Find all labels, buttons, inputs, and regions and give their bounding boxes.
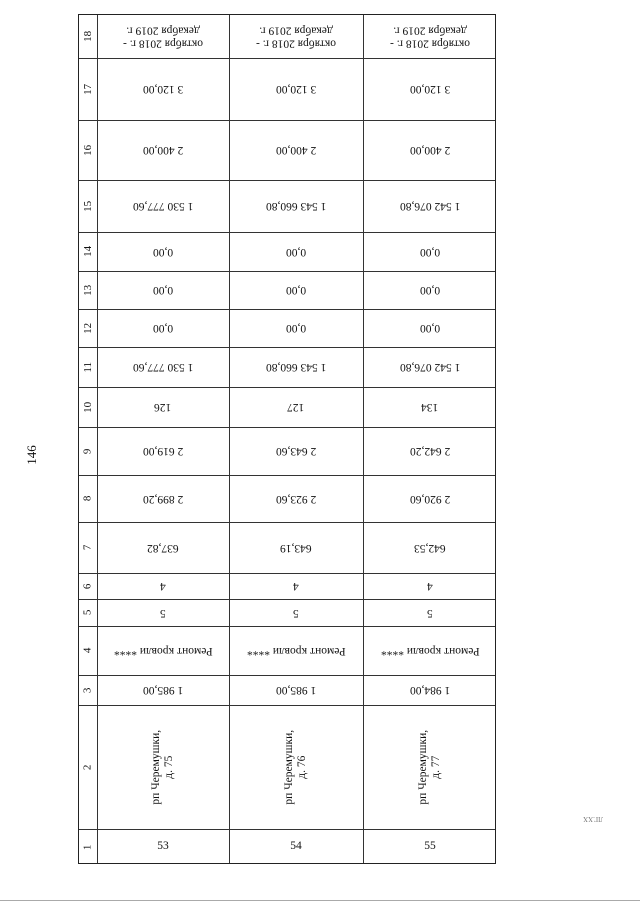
column-number-12 (79, 309, 97, 347)
cell-value: 127 (287, 401, 305, 414)
column-number-3 (79, 675, 97, 705)
column-number-label: 1 (81, 844, 94, 850)
row-55-col-18 (363, 15, 497, 58)
cell-value: 0,00 (285, 284, 307, 297)
column-number-13 (79, 271, 97, 309)
row-54-col-9 (229, 427, 363, 475)
cell-value: 0,00 (419, 284, 441, 297)
cell-value: 2 619,00 (142, 445, 184, 458)
row-53-col-17 (97, 58, 229, 120)
row-55-col-5 (363, 599, 497, 626)
column-number-label: 8 (81, 495, 94, 502)
row-53-col-5 (97, 599, 229, 626)
row-54-col-1 (229, 829, 363, 865)
row-55-col-13 (363, 271, 497, 309)
cell-value: 134 (421, 401, 439, 414)
cell-value: 5 (160, 607, 166, 620)
cell-value: 2 400,00 (409, 144, 451, 157)
cell-value: 2 400,00 (142, 144, 184, 157)
cell-value: Ремонт кровли **** (246, 645, 346, 658)
column-number-label: 17 (81, 83, 94, 95)
page-number-text: 146 (24, 445, 39, 465)
row-53-col-11 (97, 347, 229, 387)
cell-value: 5 (427, 607, 433, 620)
row-54-col-7 (229, 522, 363, 573)
cell-value: 2 920,60 (409, 493, 451, 506)
row-53-col-7 (97, 522, 229, 573)
cell-value: 0,00 (419, 322, 441, 335)
column-number-8 (79, 475, 97, 522)
cell-value: 2 923,60 (275, 493, 317, 506)
row-55-col-12 (363, 309, 497, 347)
row-55-col-10 (363, 387, 497, 427)
column-number-1 (79, 829, 97, 865)
row-54-col-12 (229, 309, 363, 347)
row-53-col-13 (97, 271, 229, 309)
column-number-label: 3 (81, 687, 94, 693)
cell-value: 126 (154, 401, 172, 414)
corner-mark (578, 812, 608, 826)
page-number (20, 440, 44, 470)
row-54-col-10 (229, 387, 363, 427)
cell-value: 0,00 (285, 246, 307, 259)
row-53-col-1 (97, 829, 229, 865)
column-number-15 (79, 180, 97, 232)
cell-value: 0,00 (152, 322, 174, 335)
row-54-col-18 (229, 15, 363, 58)
row-55-col-4 (363, 626, 497, 675)
cell-value: 1 985,00 (275, 684, 317, 697)
row-53-col-14 (97, 232, 229, 271)
column-number-label: 15 (81, 200, 94, 212)
cell-value: 1 543 660,80 (265, 200, 327, 213)
column-number-6 (79, 573, 97, 599)
period-start: октября 2018 г. - (123, 37, 203, 50)
address-house: д. 75 (163, 755, 175, 779)
address-line: рп Черемушки, (149, 729, 162, 805)
cell-value: 1 542 076,80 (399, 361, 461, 374)
column-number-label: 6 (81, 583, 94, 589)
period-end: декабря 2019 г. (126, 24, 200, 37)
row-53-col-16 (97, 120, 229, 180)
cell-value: 53 (157, 840, 169, 853)
column-number-label: 18 (81, 30, 94, 42)
row-55-col-7 (363, 522, 497, 573)
address-line: рп Черемушки, (416, 729, 429, 805)
cell-value: 0,00 (419, 246, 441, 259)
column-number-label: 12 (81, 322, 94, 334)
period-start: октября 2018 г. - (256, 37, 336, 50)
cell-value: 0,00 (285, 322, 307, 335)
row-55-col-17 (363, 58, 497, 120)
row-53-col-6 (97, 573, 229, 599)
row-54-col-2 (229, 705, 363, 829)
column-number-4 (79, 626, 97, 675)
cell-value: 54 (290, 840, 302, 853)
corner-mark-text: ЛГ.ХХ (583, 815, 603, 823)
row-55-col-16 (363, 120, 497, 180)
cell-value: 4 (160, 580, 166, 593)
column-number-label: 9 (81, 448, 94, 454)
footer-divider (0, 900, 640, 901)
column-number-label: 10 (81, 401, 94, 413)
cell-value: 1 530 777,60 (132, 200, 194, 213)
row-53-col-4 (97, 626, 229, 675)
row-55-col-15 (363, 180, 497, 232)
row-54-col-3 (229, 675, 363, 705)
address-house: д. 77 (430, 755, 442, 779)
data-table (78, 14, 496, 864)
cell-value: 4 (427, 580, 433, 593)
row-55-col-11 (363, 347, 497, 387)
row-53-col-9 (97, 427, 229, 475)
column-number-label: 5 (81, 609, 94, 616)
column-number-18 (79, 15, 97, 58)
cell-value: 2 899,20 (142, 493, 184, 506)
column-number-14 (79, 232, 97, 271)
row-54-col-15 (229, 180, 363, 232)
row-54-col-6 (229, 573, 363, 599)
cell-value: 1 530 777,60 (132, 361, 194, 374)
row-54-col-5 (229, 599, 363, 626)
cell-value: 3 120,00 (142, 83, 184, 96)
cell-value: 0,00 (152, 284, 174, 297)
column-number-label: 11 (81, 361, 94, 373)
column-number-label: 4 (81, 647, 94, 654)
column-number-7 (79, 522, 97, 573)
column-number-5 (79, 599, 97, 626)
row-53-col-2 (97, 705, 229, 829)
cell-value: 1 542 076,80 (399, 200, 461, 213)
row-55-col-14 (363, 232, 497, 271)
cell-value: 1 985,00 (142, 684, 184, 697)
column-number-label: 13 (81, 284, 94, 296)
period-end: декабря 2019 г. (259, 24, 333, 37)
row-53-col-18 (97, 15, 229, 58)
column-number-label: 14 (81, 245, 94, 257)
row-53-col-15 (97, 180, 229, 232)
row-55-col-8 (363, 475, 497, 522)
cell-value: 1 984,00 (409, 684, 451, 697)
cell-value: Ремонт кровли **** (380, 645, 480, 658)
cell-value: 2 642,20 (409, 445, 451, 458)
row-53-col-3 (97, 675, 229, 705)
cell-value: 1 543 660,80 (265, 361, 327, 374)
address-line: рп Черемушки, (282, 729, 295, 805)
column-number-label: 16 (81, 144, 94, 156)
row-54-col-14 (229, 232, 363, 271)
row-54-col-11 (229, 347, 363, 387)
row-55-col-3 (363, 675, 497, 705)
cell-value: Ремонт кровли **** (113, 645, 213, 658)
row-53-col-10 (97, 387, 229, 427)
address-house: д. 76 (296, 755, 308, 779)
column-number-9 (79, 427, 97, 475)
column-number-11 (79, 347, 97, 387)
period-end: декабря 2019 г. (393, 24, 467, 37)
cell-value: 637,82 (147, 542, 179, 555)
row-54-col-17 (229, 58, 363, 120)
cell-value: 2 643,60 (275, 445, 317, 458)
cell-value: 3 120,00 (409, 83, 451, 96)
row-54-col-8 (229, 475, 363, 522)
column-number-label: 7 (81, 544, 94, 551)
cell-value: 0,00 (152, 246, 174, 259)
row-53-col-12 (97, 309, 229, 347)
column-number-16 (79, 120, 97, 180)
row-55-col-9 (363, 427, 497, 475)
cell-value: 55 (424, 840, 436, 853)
cell-value: 642,53 (414, 542, 446, 555)
cell-value: 4 (293, 580, 299, 593)
column-number-2 (79, 705, 97, 829)
column-number-label: 2 (81, 764, 94, 770)
column-number-17 (79, 58, 97, 120)
column-number-10 (79, 387, 97, 427)
period-start: октября 2018 г. - (390, 37, 470, 50)
row-54-col-4 (229, 626, 363, 675)
row-55-col-1 (363, 829, 497, 865)
row-55-col-2 (363, 705, 497, 829)
cell-value: 2 400,00 (275, 144, 317, 157)
cell-value: 643,19 (280, 542, 312, 555)
row-53-col-8 (97, 475, 229, 522)
cell-value: 5 (293, 607, 299, 620)
cell-value: 3 120,00 (275, 83, 317, 96)
row-55-col-6 (363, 573, 497, 599)
row-54-col-16 (229, 120, 363, 180)
row-54-col-13 (229, 271, 363, 309)
